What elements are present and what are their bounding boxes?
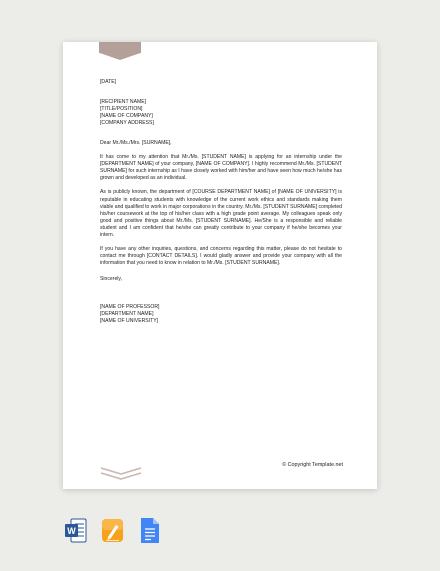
paragraph-1: It has come to my attention that Mr./Ms. [STUDENT NAME] is applying for an internship under the [DEPARTMENT NAME] of your company, [NAME OF COMPANY]. I highly recommend Mr./Ms. [STUDENT SURNAME] for such internship as I have closely worked with him/her and have seen how much he/she has grown and developed as an individual. [100,154,342,182]
salutation: Dear Mr./Ms./Mrs. [SURNAME], [100,140,172,147]
letter-date: [DATE] [100,79,117,85]
recipient-name: [RECIPIENT NAME] [100,99,147,106]
svg-text:W: W [67,526,76,536]
document-page [63,42,377,489]
paragraph-2: As is publicly known, the department of [COURSE DEPARTMENT NAME] of [NAME OF UNIVERSITY] is reputable in educating students with knowledge of the current work ethics and standards making them viable and qualified to work in major corporations in the country. Mr./Ms. [STUDENT SURNAME] completed his/her coursework at the top of his/her class with a high grade point average. My colleagues speak only good and positive things about Mr./Ms. [STUDENT SURNAME]. He/She is a responsible and reliable student and I am confident that he/she can greatly contribute to your company if he/she becomes your intern. [100,189,342,238]
signature-block [100,304,342,325]
closing: Sincerely, [100,275,122,282]
recipient-title: [TITLE/POSITION] [100,106,143,113]
letter-body [100,79,342,325]
paragraph-3: If you have any other inquiries, questions, and concerns regarding this matter, please do not hesitate to contact me through [CONTACT DETAILS]. I would gladly answer and provide your company with all the information that you need to know in relation to Mr./Ms. [STUDENT SURNAME]. [100,245,342,266]
signature-name: [NAME OF PROFESSOR] [100,303,160,310]
top-ribbon-decoration [99,42,141,60]
copyright-text: © Copyright Template.net [282,462,343,468]
signature-department: [DEPARTMENT NAME] [100,311,154,318]
google-docs-icon[interactable] [138,516,161,545]
chevron-decoration [99,466,143,480]
word-icon[interactable] [64,516,87,545]
pages-icon[interactable] [101,516,124,545]
signature-university: [NAME OF UNIVERSITY] [100,318,159,325]
format-icons [64,516,161,545]
recipient-block [100,99,342,127]
recipient-address: [COMPANY ADDRESS] [100,120,154,127]
recipient-company: [NAME OF COMPANY] [100,113,153,120]
